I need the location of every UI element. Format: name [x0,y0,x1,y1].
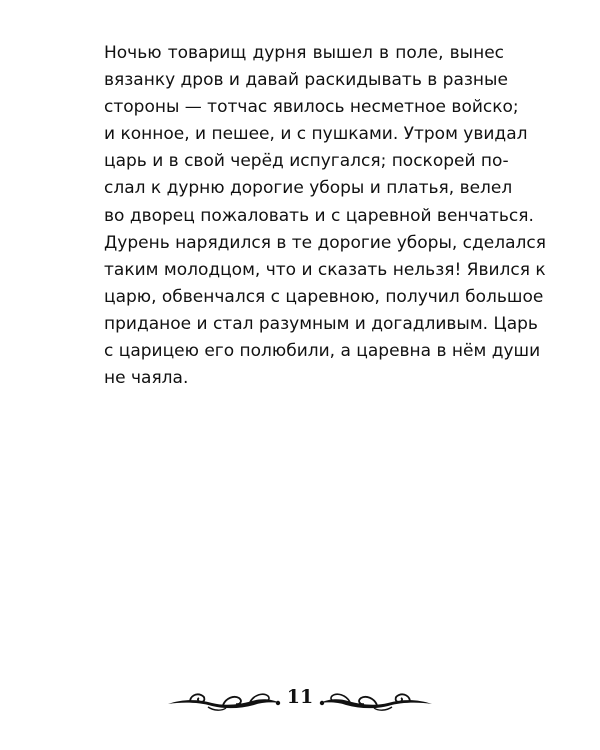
story-text [104,40,546,392]
text-line: и конное, и пешее, и с пушками. Утром увидал [104,124,528,145]
text-line: Дурень нарядился в те дорогие уборы, сделался [104,232,546,253]
text-line: стороны — тотчас явилось несметное войско; [104,97,519,118]
text-line: не чаяла. [104,368,189,389]
text-line: приданое и стал разумным и догадливым. Царь [104,313,538,334]
text-line: Ночью товарищ дурня вышел в поле, вынес [104,43,504,63]
text-line: с царицею его полюбили, а царевна в нём души [104,341,541,362]
text-line: слал к дурню дорогие уборы и платья, велел [104,178,513,199]
text-line: таким молодцом, что и сказать нельзя! Явился к [104,259,546,280]
page-number: 11 [286,686,314,708]
text-line: вязанку дров и давай раскидывать в разные [104,70,508,91]
text-line: царь и в свой черёд испугался; поскорей по- [104,151,509,172]
text-line: во дворец пожаловать и с царевной венчаться. [104,205,534,226]
text-line: царю, обвенчался с царевною, получил большое [104,286,544,307]
page-footer [0,682,600,722]
flourish-ornament-icon [318,690,432,712]
flourish-ornament-icon [168,690,282,712]
